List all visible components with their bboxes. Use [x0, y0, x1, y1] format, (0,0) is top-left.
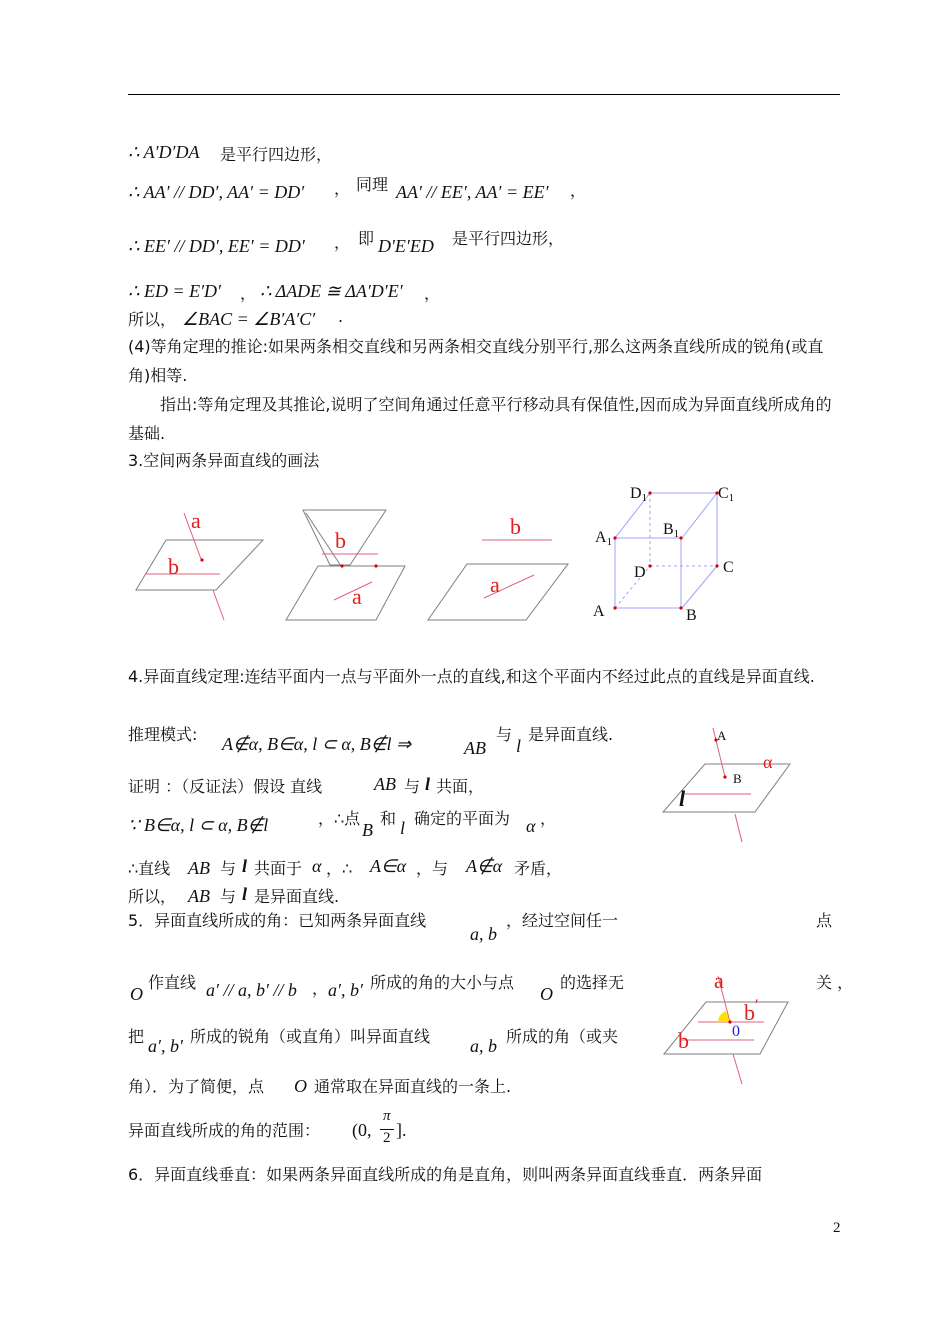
s5-line2-o: O	[130, 984, 143, 1004]
s5-line2-text1: 作直线	[148, 973, 197, 992]
proof-line2-text1: ，∴点	[318, 809, 361, 828]
section3-heading: 3.空间两条异面直线的画法	[128, 451, 320, 470]
proof-line1-l: l	[425, 774, 431, 794]
proof-line4-with: 与	[220, 887, 237, 906]
figure-plane-3	[428, 514, 568, 620]
fig2-label-alpha: α	[763, 752, 773, 772]
fig2-label-B: B	[733, 771, 742, 786]
cube-label-D: D	[634, 564, 646, 581]
note-paragraph: 指出:等角定理及其推论,说明了空间角通过任意平行移动具有保值性,因而成为异面直线所成角的基础.	[128, 395, 832, 443]
proof-line3-alpha: α	[312, 856, 322, 876]
proof-line4-ab: AB	[188, 886, 210, 906]
line3-math-a: ∴ EE′ // DD′, EE′ = DD′	[128, 236, 305, 256]
line3-math-b: D′E′ED	[378, 236, 434, 256]
s5-line2-comma: ，	[312, 979, 329, 998]
proof-line3-text1: ∴直线	[128, 859, 171, 878]
line5-end: .	[338, 307, 344, 326]
line3-sep: ，	[334, 233, 351, 252]
s5-line4-text1: 角）．为了简便，点	[128, 1077, 265, 1096]
line4-math-b: ∴ ΔADE ≅ ΔA′D′E′	[260, 281, 403, 301]
fig2-label-a: a	[352, 584, 362, 609]
proof-line1-with: 与	[404, 777, 421, 796]
proof-line1-text3: 共面，	[436, 777, 485, 796]
inference-ab: AB	[464, 738, 486, 758]
fig3-label-o: 0	[732, 1023, 740, 1040]
line1-math: ∴ A′D′DA	[128, 142, 200, 162]
s5-line1-text1: 5．异面直线所成的角：已知两条异面直线	[128, 911, 427, 930]
proof-line3-a-notin: A∉α	[466, 856, 503, 876]
range-close: ].	[396, 1120, 407, 1140]
corollary-paragraph: (4)等角定理的推论:如果两条相交直线和另两条相交直线分别平行,那么这两条直线所成的锐角(或直角)相等.	[128, 337, 824, 385]
s5-line1-ab: a, b	[470, 924, 497, 944]
proof-line2-alpha: α	[526, 816, 536, 836]
line1-text: 是平行四边形，	[220, 145, 333, 164]
fig3-label-bprime: b′	[744, 997, 759, 1025]
s5-line2-ab-prime: a′, b′	[328, 980, 363, 1000]
header-rule	[128, 94, 840, 95]
line3-text: 即	[358, 229, 375, 248]
proof-line3-text5: ，与	[416, 859, 449, 878]
page-number: 2	[833, 1220, 841, 1236]
proof-line3-text6: 矛盾，	[514, 859, 563, 878]
inference-label: 推理模式:	[128, 725, 198, 744]
s5-line2-math: a′ // a, b′ // b	[206, 980, 297, 1000]
s5-line3-text2: 所成的锐角（或直角）叫异面直线	[190, 1027, 431, 1046]
proof-line3-a-in: A∈α	[370, 856, 407, 876]
proof-line3-ab: AB	[188, 858, 210, 878]
inference-l: l	[516, 736, 522, 756]
fig3-label-b: b	[678, 1028, 689, 1053]
figure-plane-1	[136, 508, 263, 620]
proof-line4-l: l	[242, 884, 248, 904]
proof-line2-math: ∵ B∈α, l ⊂ α, B∉l	[128, 815, 269, 835]
s5-line2-o2: O	[540, 984, 553, 1004]
cube-label-C1: C1	[718, 485, 735, 504]
cube-label-D1: D1	[630, 485, 648, 504]
fig1-label-b: b	[168, 554, 179, 579]
line4-math-a: ∴ ED = E′D′	[128, 281, 221, 301]
proof-line3-text3: 共面于	[254, 859, 303, 878]
range-open: (0,	[352, 1120, 372, 1140]
proof-line2-and: 和	[380, 809, 397, 828]
s5-line6-text: 6．异面直线垂直：如果两条异面直线所成的角是直角，则叫两条异面直线垂直．两条异面	[128, 1165, 763, 1184]
line4-end: ，	[424, 284, 441, 303]
proof-line2-text3: 确定的平面为	[414, 809, 511, 828]
s5-line4-o: O	[294, 1076, 307, 1096]
proof-line2-b: B	[362, 820, 373, 840]
fig3-label-a: a	[714, 968, 724, 993]
s5-line1-text3: 点	[816, 911, 833, 930]
line2-text: 同理	[356, 175, 389, 194]
inference-end: 是异面直线.	[528, 725, 614, 744]
proof-line1-ab: AB	[374, 774, 396, 794]
cube-label-C: C	[723, 559, 734, 576]
figure-plane-2	[286, 510, 405, 620]
fig2-label-l: l	[679, 786, 686, 811]
line2-math-b: AA′ // EE′, AA′ = EE′	[396, 182, 549, 202]
fig2-label-b: b	[335, 528, 346, 553]
s5-line2-text4: 的选择无	[560, 973, 625, 992]
cube-label-B1: B1	[663, 521, 680, 540]
range-numerator: π	[383, 1108, 391, 1124]
line2-end: ，	[570, 181, 587, 200]
s5-line2-text3: 所成的角的大小与点	[370, 973, 515, 992]
proof-line3-with: 与	[220, 859, 237, 878]
s5-line1-text2: ，经过空间任一	[506, 911, 619, 930]
skew-theorem-figure	[655, 720, 795, 845]
line3-end: 是平行四边形，	[452, 229, 565, 248]
skew-lines-figures	[120, 478, 760, 638]
proof-line3-text4: ，∴	[326, 859, 353, 878]
line2-sep: ，	[334, 179, 351, 198]
s5-line3-text3: 所成的角（或夹	[506, 1027, 619, 1046]
line5-math: ∠BAC = ∠B′A′C′	[182, 309, 316, 329]
line4-sep: ，	[240, 284, 257, 303]
cube-label-B: B	[686, 607, 697, 624]
theorem4-paragraph: 4.异面直线定理:连结平面内一点与平面外一点的直线,和这个平面内不经过此点的直线是异面直线.	[128, 667, 815, 686]
fig1-label-a: a	[191, 508, 201, 533]
cube-figure	[613, 491, 718, 609]
s5-line5-text1: 异面直线所成的角的范围：	[128, 1121, 321, 1140]
fig3-label-a: a	[490, 572, 500, 597]
proof-line2-end: ，	[540, 809, 557, 828]
s5-line3-text1: 把	[128, 1027, 145, 1046]
line2-math-a: ∴ AA′ // DD′, AA′ = DD′	[128, 182, 305, 202]
s5-line3-ab-prime: a′, b′	[148, 1036, 183, 1056]
s5-line4-text2: 通常取在异面直线的一条上.	[314, 1077, 512, 1096]
proof-line2-l: l	[400, 818, 406, 838]
skew-angle-figure	[658, 962, 798, 1092]
inference-math: A∉α, B∈α, l ⊂ α, B∉l ⇒	[222, 734, 412, 754]
proof-line1-text1: 证明 ：（反证法）假设 直线	[128, 777, 323, 796]
inference-with: 与	[496, 725, 513, 744]
fig2-label-A: A	[717, 728, 727, 743]
cube-label-A: A	[593, 603, 605, 620]
cube-label-A1: A1	[595, 529, 613, 548]
proof-line4-text1: 所以，	[128, 887, 177, 906]
range-denominator: 2	[383, 1130, 391, 1146]
line5-text: 所以，	[128, 310, 177, 329]
s5-line3-ab: a, b	[470, 1036, 497, 1056]
proof-line4-text3: 是异面直线.	[254, 887, 340, 906]
s5-line2-text5: 关 ，	[816, 973, 854, 992]
proof-line3-l: l	[242, 856, 248, 876]
fig3-label-b: b	[510, 514, 521, 539]
